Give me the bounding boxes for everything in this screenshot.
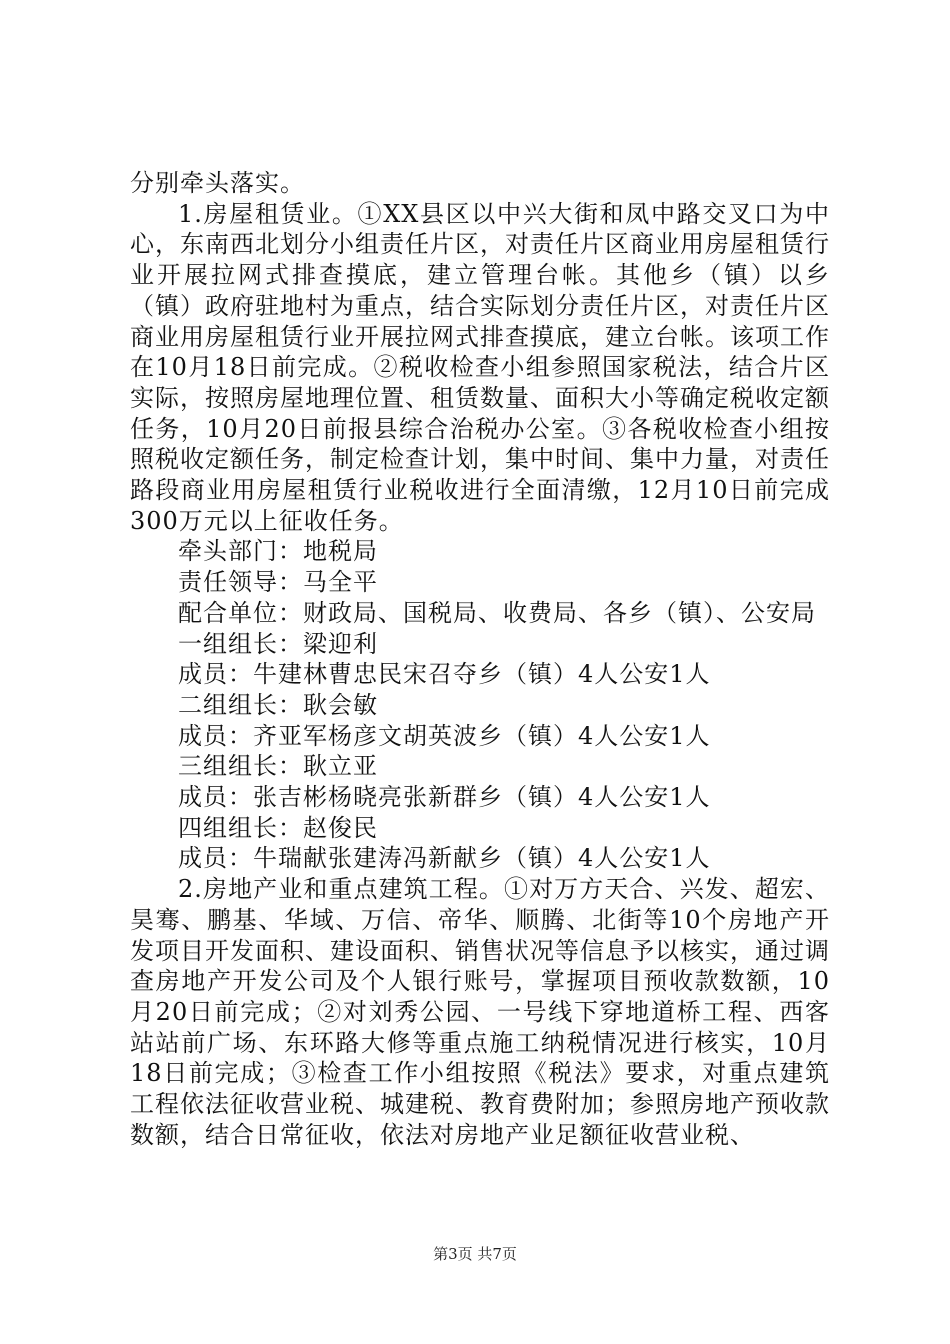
group4-leader: 四组组长：赵俊民: [178, 813, 378, 842]
group1-members: 成员：牛建林曹忠民宋召夺乡（镇）4人公安1人: [178, 660, 711, 689]
page-number: 第3页 共7页: [433, 1245, 517, 1263]
group2-members: 成员：齐亚军杨彦文胡英波乡（镇）4人公安1人: [178, 721, 711, 750]
group4-members: 成员：牛瑞献张建涛冯新献乡（镇）4人公安1人: [178, 844, 711, 873]
document-body: [130, 168, 830, 1151]
responsible-leader: 责任领导：马全平: [178, 568, 378, 597]
paragraph-continuation: 分别牵头落实。: [130, 169, 305, 197]
group3-leader: 三组组长：耿立亚: [178, 752, 378, 781]
group2-leader: 二组组长：耿会敏: [178, 690, 378, 719]
group1-leader: 一组组长：梁迎利: [178, 629, 378, 658]
paragraph-real-estate: 2.房地产业和重点建筑工程。①对万方天合、兴发、超宏、昊骞、鹏基、华域、万信、帝华、顺腾、北街等10个房地产开发项目开发面积、建设面积、销售状况等信息予以核实，通过调查房地产开发公司及个人银行账号，掌握项目预收款数额，10月20日前完成；②对刘秀公园、一号线下穿地道桥工程、西客站站前广场、东环路大修等重点施工纳税情况进行核实，10月18日前完成；③检查工作小组按照《税法》要求，对重点建筑工程依法征收营业税、城建税、教育费附加；参照房地产预收款数额，结合日常征收，依法对房地产业足额征收营业税、: [130, 875, 830, 1149]
lead-department: 牵头部门：地税局: [178, 537, 378, 566]
cooperating-units: 配合单位：财政局、国税局、收费局、各乡（镇）、公安局: [178, 598, 816, 627]
paragraph-housing-rental: 1.房屋租赁业。①XX县区以中兴大街和凤中路交叉口为中心，东南西北划分小组责任片区，对责任片区商业用房屋租赁行业开展拉网式排查摸底，建立管理台帐。其他乡（镇）以乡（镇）政府驻地村为重点，结合实际划分责任片区，对责任片区商业用房屋租赁行业开展拉网式排查摸底，建立台帐。该项工作在10月18日前完成。②税收检查小组参照国家税法，结合片区实际，按照房屋地理位置、租赁数量、面积大小等确定税收定额任务，10月20日前报县综合治税办公室。③各税收检查小组按照税收定额任务，制定检查计划，集中时间、集中力量，对责任路段商业用房屋租赁行业税收进行全面清缴，12月10日前完成300万元以上征收任务。: [130, 199, 830, 535]
group3-members: 成员：张吉彬杨晓亮张新群乡（镇）4人公安1人: [178, 783, 711, 812]
